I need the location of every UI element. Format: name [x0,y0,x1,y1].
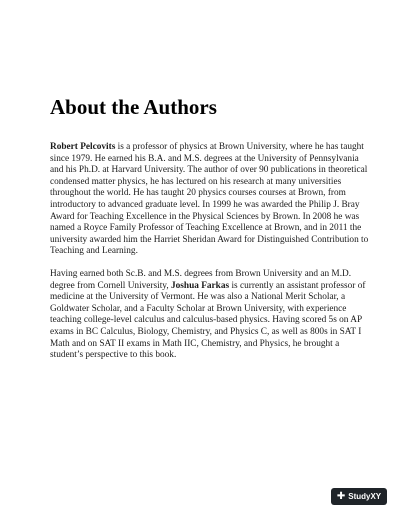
studyxy-badge[interactable] [331,488,387,505]
author-bio-pelcovits [50,142,372,258]
bio-text-farkas-before: Having earned both Sc.B. and M.S. degrees from Brown University and an M.D. degree from Cornell University, [50,268,352,291]
badge-label: StudyXY [348,492,382,501]
author-name-pelcovits: Robert Pelcovits [50,142,116,152]
document-page [50,94,372,373]
bio-text-farkas-after: is currently an assistant professor of medicine at the University of Vermont. He was also a National Merit Scholar, a Goldwater Scholar, and a Faculty Scholar at Brown University, with experience teaching college-level calculus and calculus-based physics. Having scored 5s on AP exams in BC Calculus, Biology, Chemistry, and Physics C, as well as 800s in SAT I Math and on SAT II exams in Math IIC, Chemistry, and Physics, he brought a student’s perspective to this book. [50,280,366,361]
author-name-farkas: Joshua Farkas [171,280,230,291]
author-bio-farkas [50,269,372,362]
plus-icon: ✚ [336,490,346,502]
bio-text-pelcovits: is a professor of physics at Brown University, where he has taught since 1979. He earned his B.A. and M.S. degrees at the University of Pennsylvania and his Ph.D. at Harvard University. The author of over 90 publications in theoretical condensed matter physics, he has lectured on his research at many universities throughout the world. He has taught 20 physics courses courses at Brown, from introductory to advanced graduate level. In 1999 he was awarded the Philip J. Bray Award for Teaching Excellence in the Physical Sciences by Brown. In 2008 he was named a Royce Family Professor of Teaching Excellence at Brown, and in 2011 the university awarded him the Harriet Sheridan Award for Distinguished Contribution to Teaching and Learning. [50,142,369,257]
page-title: About the Authors [50,95,217,119]
